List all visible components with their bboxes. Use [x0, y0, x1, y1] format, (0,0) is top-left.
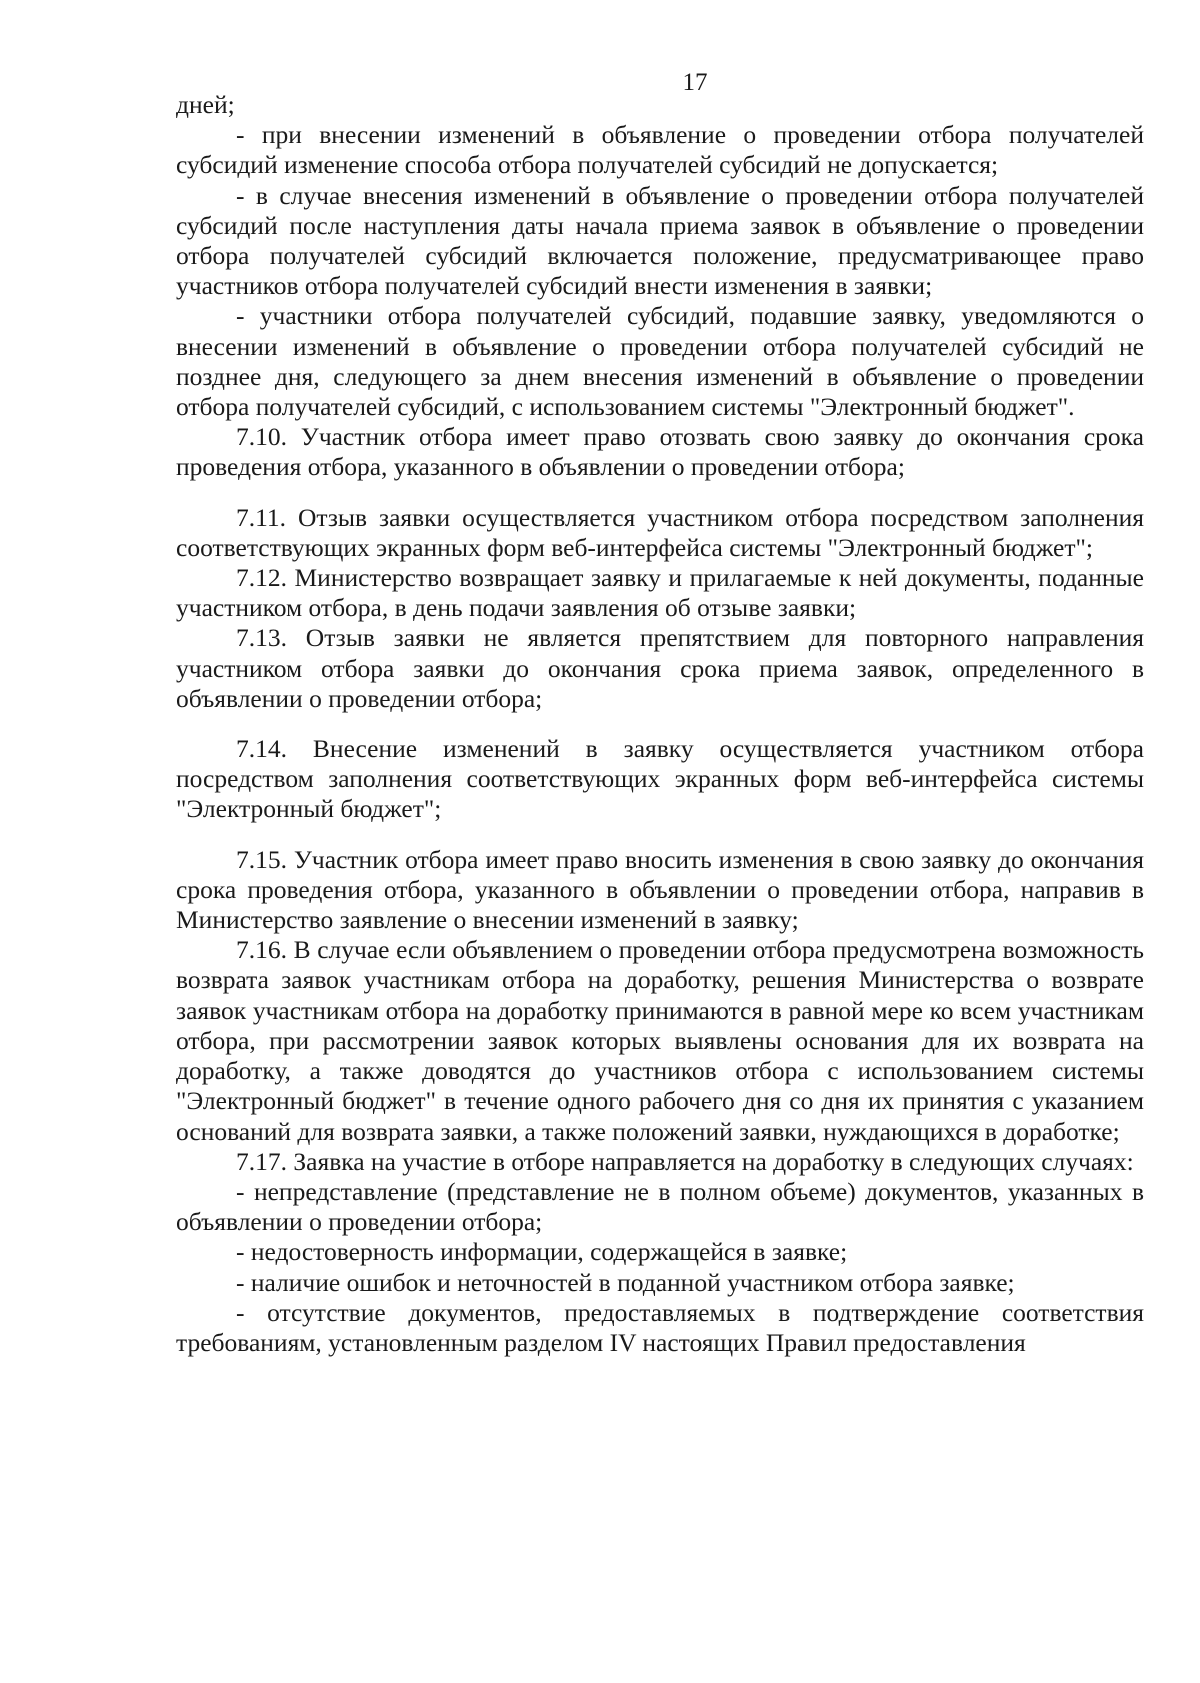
- paragraph-7-13: 7.13. Отзыв заявки не является препятствием для повторного направления участником отбора заявки до окончания срока приема заявок, определенного в объявлении о проведении отбора;: [176, 623, 1144, 713]
- paragraph-7-10: 7.10. Участник отбора имеет право отозвать свою заявку до окончания срока проведения отбора, указанного в объявлении о проведении отбора;: [176, 422, 1144, 482]
- paragraph-7-15: 7.15. Участник отбора имеет право вносить изменения в свою заявку до окончания срока проведения отбора, указанного в объявлении о проведении отбора, направив в Министерство заявление о внесении изменений в заявку;: [176, 844, 1144, 935]
- paragraph-bullet-method-change: - при внесении изменений в объявление о проведении отбора получателей субсидий изменение способа отбора получателей субсидий не допускается;: [176, 120, 1144, 180]
- document-body: [176, 90, 1144, 1358]
- paragraph-bullet-missing-documents: - отсутствие документов, предоставляемых в подтверждение соответствия требованиям, установленным разделом IV настоящих Правил предоставления: [176, 1297, 1144, 1357]
- paragraph-bullet-unreliable-info: - недостоверность информации, содержащейся в заявке;: [236, 1237, 848, 1267]
- paragraph-bullet-incomplete-documents: - непредставление (представление не в полном объеме) документов, указанных в объявлении о проведении отбора;: [176, 1176, 1144, 1237]
- paragraph-bullet-participants-notified: - участники отбора получателей субсидий, подавшие заявку, уведомляются о внесении изменений в объявление о проведении отбора получателей субсидий не позднее дня, следующего за днем внесения изменений в объявление о проведении отбора получателей субсидий, с использованием системы "Электронный бюджет".: [176, 301, 1144, 422]
- paragraph-7-16: 7.16. В случае если объявлением о проведении отбора предусмотрена возможность возврата заявок участникам отбора на доработку, решения Министерства о возврате заявок участникам отбора на доработку принимаются в равной мере ко всем участникам отбора, при рассмотрении заявок которых выявлены основания для их возврата на доработку, а также доводятся до участников отбора с использованием системы "Электронный бюджет" в течение одного рабочего дня со дня их принятия с указанием оснований для возврата заявки, а также положений заявки, нуждающихся в доработке;: [176, 935, 1144, 1146]
- paragraph-7-17: 7.17. Заявка на участие в отборе направляется на доработку в следующих случаях:: [236, 1146, 1134, 1176]
- paragraph-bullet-errors: - наличие ошибок и неточностей в поданной участником отбора заявке;: [236, 1267, 1015, 1297]
- page-number: 17: [682, 69, 708, 96]
- paragraph-7-14: 7.14. Внесение изменений в заявку осуществляется участником отбора посредством заполнения соответствующих экранных форм веб-интерфейса системы "Электронный бюджет";: [176, 734, 1144, 824]
- paragraph-7-11: 7.11. Отзыв заявки осуществляется участником отбора посредством заполнения соответствующих экранных форм веб-интерфейса системы "Электронный бюджет";: [176, 502, 1144, 562]
- paragraph-7-12: 7.12. Министерство возвращает заявку и прилагаемые к ней документы, поданные участником отбора, в день подачи заявления об отзыве заявки;: [176, 563, 1144, 623]
- paragraph-continuation: дней;: [176, 90, 235, 119]
- paragraph-bullet-changes-after-start: - в случае внесения изменений в объявление о проведении отбора получателей субсидий после наступления даты начала приема заявок в объявление о проведении отбора получателей субсидий включается положение, предусматривающее право участников отбора получателей субсидий внести изменения в заявки;: [176, 180, 1144, 301]
